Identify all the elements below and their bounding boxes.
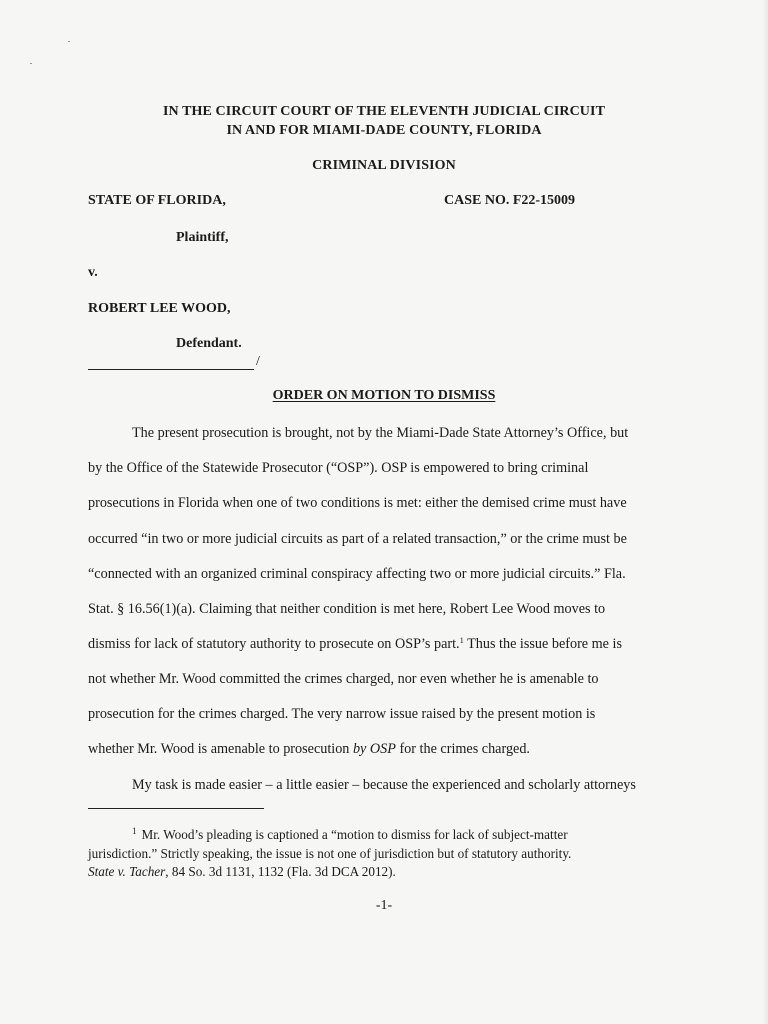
court-heading-line-1: IN THE CIRCUIT COURT OF THE ELEVENTH JUDICIAL CIRCUIT xyxy=(162,104,606,119)
defendant-name: ROBERT LEE WOOD, xyxy=(88,301,231,316)
body-line: Stat. § 16.56(1)(a). Claiming that neither condition is met here, Robert Lee Wood moves to xyxy=(88,601,606,617)
emphasized-text: by OSP xyxy=(352,741,396,757)
footnote-marker: 1 xyxy=(132,826,137,836)
defendant-role: Defendant. xyxy=(176,336,242,351)
scan-speck xyxy=(68,41,70,42)
body-line-with-footnote-ref xyxy=(88,636,622,653)
plaintiff-role: Plaintiff, xyxy=(176,230,229,245)
body-text: Thus the issue before me is xyxy=(463,636,622,652)
body-line: prosecutions in Florida when one of two conditions is met: either the demised crime must have xyxy=(88,495,627,511)
case-citation-name: State v. Tacher xyxy=(88,864,166,879)
case-citation-rest: , 84 So. 3d 1131, 1132 (Fla. 3d DCA 2012). xyxy=(165,864,396,879)
scan-speck xyxy=(30,63,32,64)
footnote-reference: 1 xyxy=(459,635,464,645)
body-line-with-emphasis xyxy=(88,741,530,758)
body-text: for the crimes charged. xyxy=(395,741,530,757)
footnote-separator xyxy=(88,808,264,809)
body-line: by the Office of the Statewide Prosecutor (“OSP”). OSP is empowered to bring criminal xyxy=(88,460,589,476)
body-line: The present prosecution is brought, not by the Miami-Dade State Attorney’s Office, but xyxy=(132,425,629,441)
order-title: ORDER ON MOTION TO DISMISS xyxy=(272,388,496,403)
body-text: whether Mr. Wood is amenable to prosecution xyxy=(88,741,353,757)
body-line: “connected with an organized criminal conspiracy affecting two or more judicial circuits.” Fla. xyxy=(88,566,626,582)
court-heading-line-2: IN AND FOR MIAMI-DADE COUNTY, FLORIDA xyxy=(226,123,542,138)
plaintiff-name: STATE OF FLORIDA, xyxy=(88,193,226,208)
caption-rule xyxy=(88,369,254,370)
caption-close-slash: / xyxy=(256,354,260,369)
page-edge-shadow xyxy=(762,0,768,1024)
footnote-text: Mr. Wood’s pleading is captioned a “motion to dismiss for lack of subject-matter xyxy=(141,827,568,842)
footnote-line: jurisdiction.” Strictly speaking, the issue is not one of jurisdiction but of statutory authority. xyxy=(88,846,572,861)
body-line: My task is made easier – a little easier – because the experienced and scholarly attorneys xyxy=(132,777,636,793)
body-text: dismiss for lack of statutory authority to prosecute on OSP’s part. xyxy=(88,636,460,652)
page-number: -1- xyxy=(375,898,393,913)
division-heading: CRIMINAL DIVISION xyxy=(312,158,456,173)
case-number: CASE NO. F22-15009 xyxy=(444,193,576,208)
body-line: occurred “in two or more judicial circuits as part of a related transaction,” or the crime must be xyxy=(88,531,627,547)
versus: v. xyxy=(88,265,98,280)
body-line: prosecution for the crimes charged. The very narrow issue raised by the present motion is xyxy=(88,706,596,722)
body-line: not whether Mr. Wood committed the crimes charged, nor even whether he is amenable to xyxy=(88,671,599,687)
footnote-line xyxy=(88,864,396,880)
footnote-line xyxy=(132,827,568,843)
